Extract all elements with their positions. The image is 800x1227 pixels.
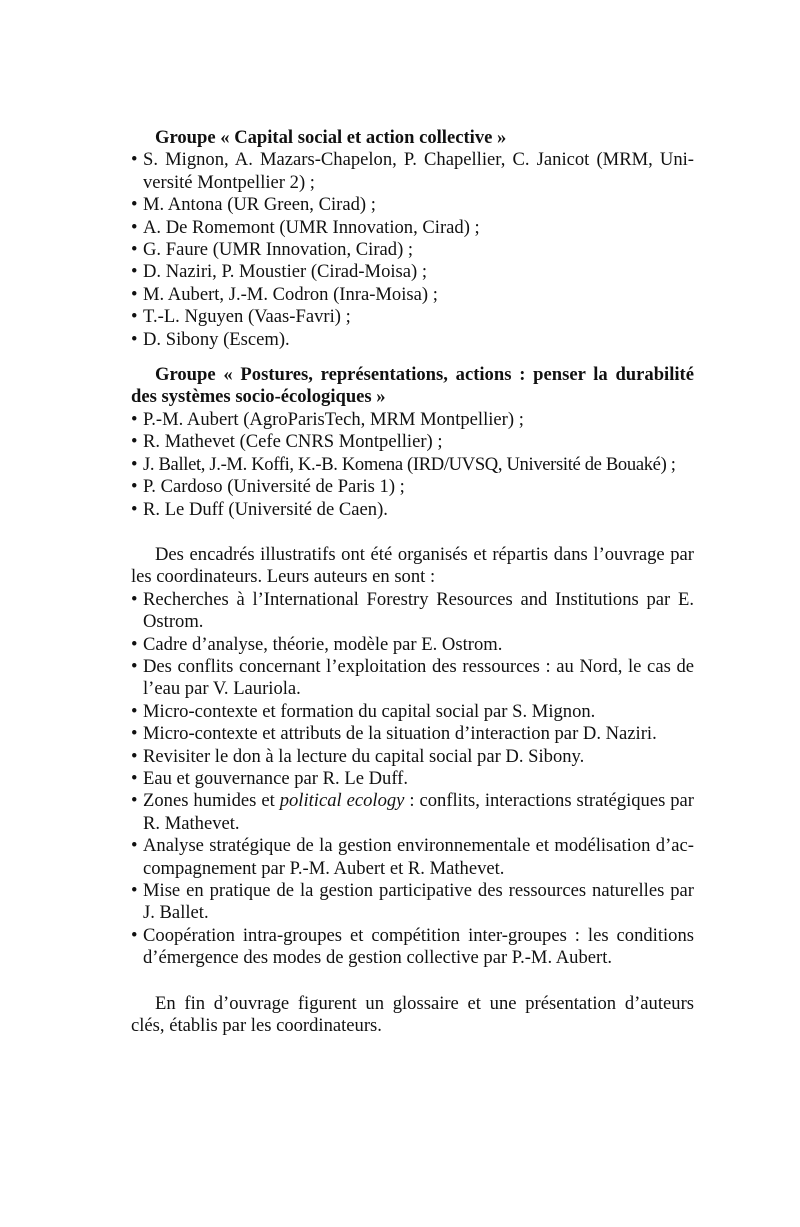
closing-paragraph: En fin d’ouvrage figurent un glossaire et une présentation d’auteurs clés, établis par les coordinateurs. — [131, 992, 694, 1037]
list-item: • A. De Romemont (UMR Innovation, Cirad) ; — [131, 217, 694, 239]
list-item: • Analyse stratégique de la gestion environnementale et modélisation d’ac-compagnement par P.-M. Aubert et R. Mathevet. — [131, 835, 694, 880]
list-item: • Micro-contexte et formation du capital social par S. Mignon. — [131, 701, 694, 723]
group2-heading: Groupe « Postures, représentations, actions : penser la durabilité des systèmes socio-écologiques » — [131, 364, 694, 408]
list-item: • Recherches à l’International Forestry Resources and Institutions par E. Ostrom. — [131, 589, 694, 634]
list-item: • D. Sibony (Escem). — [131, 329, 694, 351]
list-item — [131, 790, 694, 835]
list-item: • M. Antona (UR Green, Cirad) ; — [131, 194, 694, 216]
list-item: • Eau et gouvernance par R. Le Duff. — [131, 768, 694, 790]
list-item: • T.-L. Nguyen (Vaas-Favri) ; — [131, 306, 694, 328]
list-item: • Cadre d’analyse, théorie, modèle par E. Ostrom. — [131, 634, 694, 656]
list-item: • Des conflits concernant l’exploitation des ressources : au Nord, le cas de l’eau par V. Lauriola. — [131, 656, 694, 701]
text-segment: Zones humides et — [143, 790, 280, 812]
list-item: • Mise en pratique de la gestion participative des ressources naturelles par J. Ballet. — [131, 880, 694, 925]
list-item: • D. Naziri, P. Moustier (Cirad-Moisa) ; — [131, 261, 694, 283]
text-segment: : conflits, interactions stratégiques par R. Mathevet. — [143, 790, 695, 834]
group1-list — [131, 149, 694, 351]
list-item: • P. Cardoso (Université de Paris 1) ; — [131, 476, 694, 498]
list-item: • Revisiter le don à la lecture du capital social par D. Sibony. — [131, 746, 694, 768]
group2-list — [131, 409, 694, 521]
encadres-intro: Des encadrés illustratifs ont été organisés et répartis dans l’ouvrage par les coordinateurs. Leurs auteurs en sont : — [131, 543, 694, 588]
italic-term: political ecology — [279, 790, 405, 812]
list-item: • M. Aubert, J.-M. Codron (Inra-Moisa) ; — [131, 284, 694, 306]
list-item: • J. Ballet, J.-M. Koffi, K.-B. Komena (IRD/UVSQ, Université de Bouaké) ; — [131, 454, 694, 476]
spacer — [131, 970, 694, 993]
list-item: • G. Faure (UMR Innovation, Cirad) ; — [131, 239, 694, 261]
list-item: • Micro-contexte et attributs de la situation d’interaction par D. Naziri. — [131, 723, 694, 745]
spacer — [131, 521, 694, 544]
group1-heading: Groupe « Capital social et action collective » — [155, 127, 507, 148]
list-item: • R. Le Duff (Université de Caen). — [131, 499, 694, 521]
list-item: • R. Mathevet (Cefe CNRS Montpellier) ; — [131, 431, 694, 453]
list-item: • S. Mignon, A. Mazars-Chapelon, P. Chapellier, C. Janicot (MRM, Uni-versité Montpellier 2) ; — [131, 149, 694, 194]
list-item: • Coopération intra-groupes et compétition inter-groupes : les conditions d’émergence des modes de gestion collective par P.-M. Aubert. — [131, 925, 694, 970]
encadres-list — [131, 589, 694, 970]
document-page — [131, 127, 694, 1037]
list-item: • P.-M. Aubert (AgroParisTech, MRM Montpellier) ; — [131, 409, 694, 431]
